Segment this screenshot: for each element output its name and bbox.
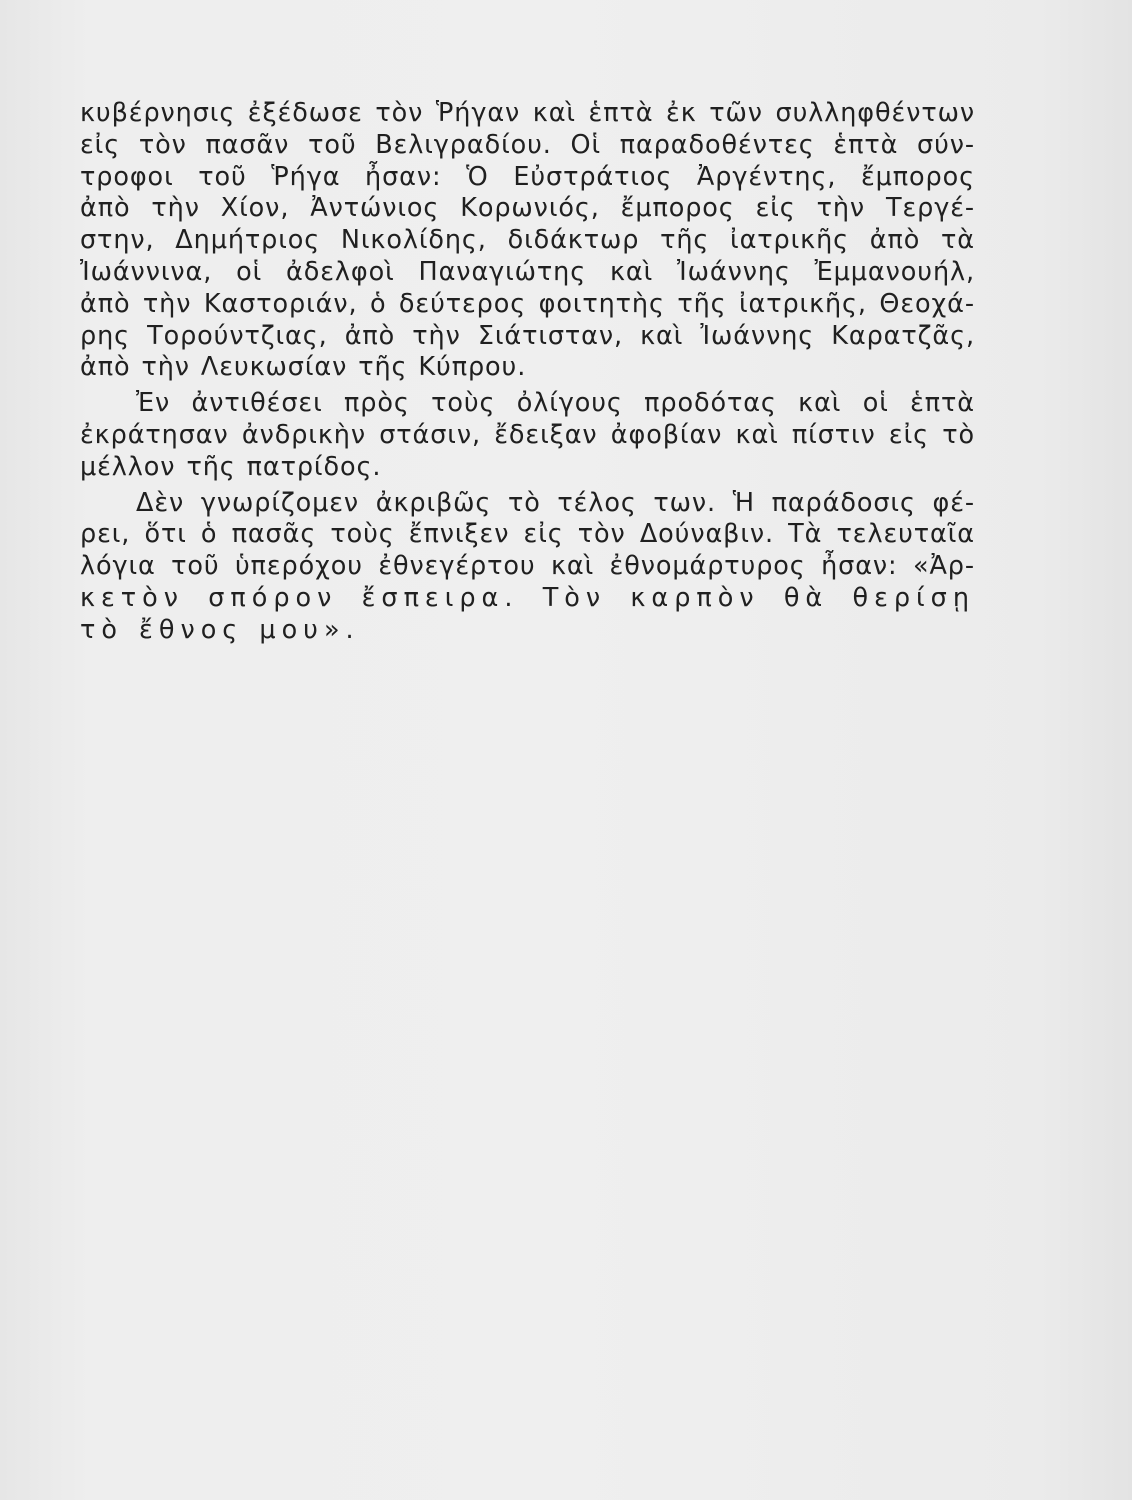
text-line: Ἰωάννινα, οἱ ἀδελφοὶ Παναγιώτης καὶ Ἰωάννης Ἐμμανουήλ, bbox=[80, 256, 975, 287]
text-line: στην, Δημήτριος Νικολίδης, διδάκτωρ τῆς ἰατρικῆς ἀπὸ τὰ bbox=[80, 225, 975, 256]
text-line: εἰς τὸν πασᾶν τοῦ Βελιγραδίου. Οἱ παραδοθέντες ἑπτὰ σύν- bbox=[80, 129, 975, 160]
body-text bbox=[80, 98, 975, 647]
text-line: τροφοι τοῦ Ῥήγα ἦσαν: Ὁ Εὐστράτιος Ἀργέντης, ἔμπορος bbox=[80, 161, 975, 192]
text-line: ἀπὸ τὴν Καστοριάν, ὁ δεύτερος φοιτητὴς τῆς ἰατρικῆς, Θεοχά- bbox=[80, 288, 975, 319]
text-line: Ἐν ἀντιθέσει πρὸς τοὺς ὀλίγους προδότας καὶ οἱ ἑπτὰ bbox=[136, 388, 975, 419]
paragraph-3 bbox=[80, 488, 975, 647]
text-line: Δὲν γνωρίζομεν ἀκριβῶς τὸ τέλος των. Ἡ παράδοσις φέ- bbox=[136, 487, 975, 518]
text-line: κετὸν σπόρον ἔσπειρα. Τὸν καρπὸν θὰ θερίσῃ bbox=[80, 582, 975, 613]
text-line: ρης Τορούντζιας, ἀπὸ τὴν Σιάτισταν, καὶ Ἰωάννης Καρατζᾶς, bbox=[80, 320, 975, 351]
text-line: μέλλον τῆς πατρίδος. bbox=[80, 451, 382, 482]
paragraph-1 bbox=[80, 98, 975, 384]
text-line: κυβέρνησις ἐξέδωσε τὸν Ῥήγαν καὶ ἑπτὰ ἐκ τῶν συλληφθέντων bbox=[80, 98, 975, 128]
text-line: ἀπὸ τὴν Λευκωσίαν τῆς Κύπρου. bbox=[80, 352, 527, 383]
text-line: ἐκράτησαν ἀνδρικὴν στάσιν, ἔδειξαν ἀφοβίαν καὶ πίστιν εἰς τὸ bbox=[80, 419, 975, 450]
paragraph-2 bbox=[80, 388, 975, 483]
text-line: λόγια τοῦ ὑπερόχου ἐθνεγέρτου καὶ ἐθνομάρτυρος ἦσαν: «Ἀρ- bbox=[80, 551, 975, 582]
text-line: ἀπὸ τὴν Χίον, Ἀντώνιος Κορωνιός, ἔμπορος εἰς τὴν Τεργέ- bbox=[80, 193, 975, 224]
text-line: ρει, ὅτι ὁ πασᾶς τοὺς ἔπνιξεν εἰς τὸν Δούναβιν. Τὰ τελευταῖα bbox=[80, 519, 975, 550]
text-line: τὸ ἔθνος μου». bbox=[80, 614, 360, 645]
